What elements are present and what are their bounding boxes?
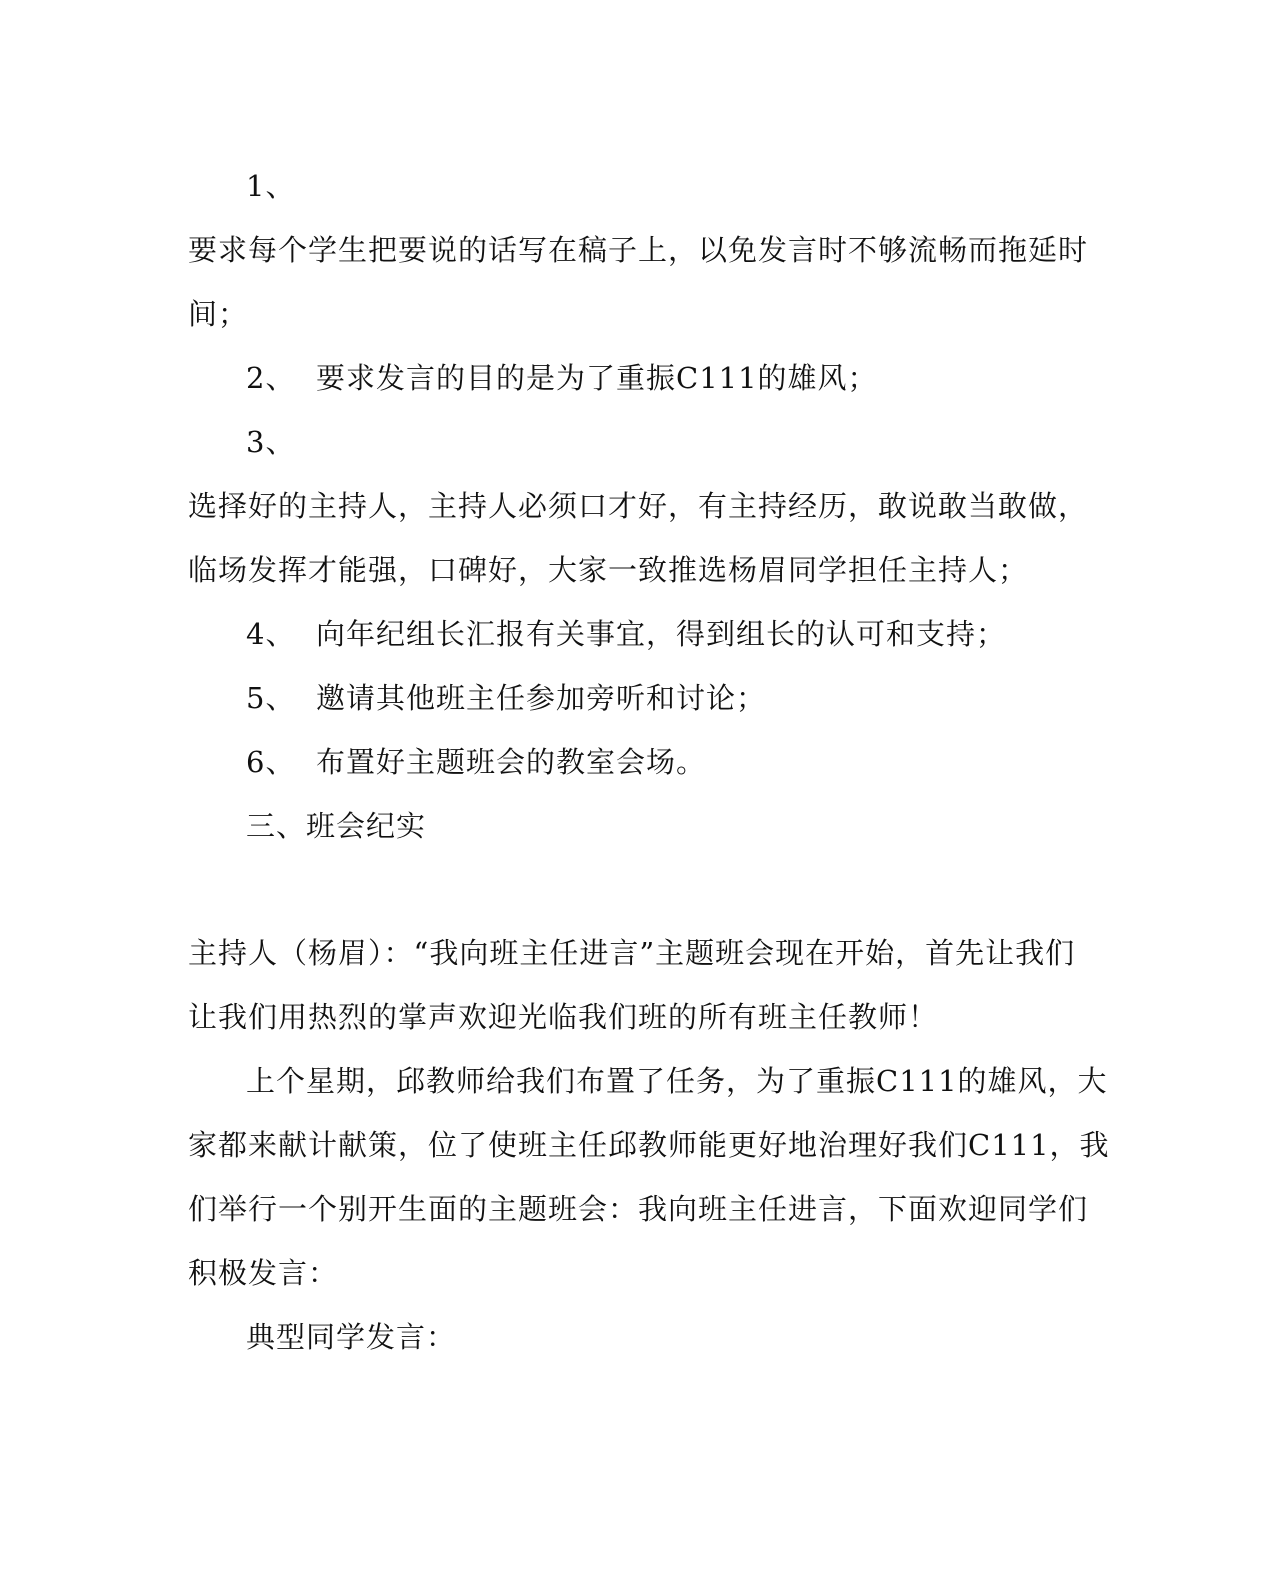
list-item-number: 5、: [246, 681, 296, 715]
paragraph-line: 主持人（杨眉）：“我向班主任进言”主题班会现在开始，首先让我们: [188, 936, 1076, 970]
list-item-text: 布置好主题班会的教室会场。: [316, 745, 707, 779]
paragraph-line: 们举行一个别开生面的主题班会：我向班主任进言，下面欢迎同学们: [188, 1192, 1089, 1226]
paragraph-line: 上个星期，邱教师给我们布置了任务，为了重振C111的雄风，大: [246, 1064, 1108, 1098]
section-heading: 三、班会纪实: [246, 809, 427, 843]
list-item-text: 邀请其他班主任参加旁听和讨论；: [316, 681, 767, 715]
paragraph-line: 临场发挥才能强，口碑好，大家一致推选杨眉同学担任主持人；: [188, 553, 1029, 587]
list-item-2: [246, 358, 878, 398]
paragraph-line: 典型同学发言：: [246, 1320, 457, 1354]
list-item-6: [246, 742, 706, 782]
paragraph-line: 选择好的主持人，主持人必须口才好，有主持经历，敢说敢当敢做，: [188, 489, 1089, 523]
paragraph-line: 间；: [188, 297, 249, 331]
paragraph-line: 要求每个学生把要说的话写在稿子上，以免发言时不够流畅而拖延时: [188, 233, 1089, 267]
list-item-text: 向年纪组长汇报有关事宜，得到组长的认可和支持；: [316, 617, 1007, 651]
list-item-number: 4、: [246, 617, 296, 651]
list-number-1: 1、: [246, 169, 296, 203]
list-item-5: [246, 678, 766, 718]
list-item-number: 2、: [246, 361, 296, 395]
list-item-4: [246, 614, 1006, 654]
paragraph-line: 让我们用热烈的掌声欢迎光临我们班的所有班主任教师！: [188, 1000, 939, 1034]
list-number-3: 3、: [246, 425, 296, 459]
list-item-number: 6、: [246, 745, 296, 779]
list-item-text: 要求发言的目的是为了重振C111的雄风；: [316, 361, 878, 395]
paragraph-line: 积极发言：: [188, 1256, 339, 1290]
paragraph-line: 家都来献计献策，位了使班主任邱教师能更好地治理好我们C111，我: [188, 1128, 1110, 1162]
